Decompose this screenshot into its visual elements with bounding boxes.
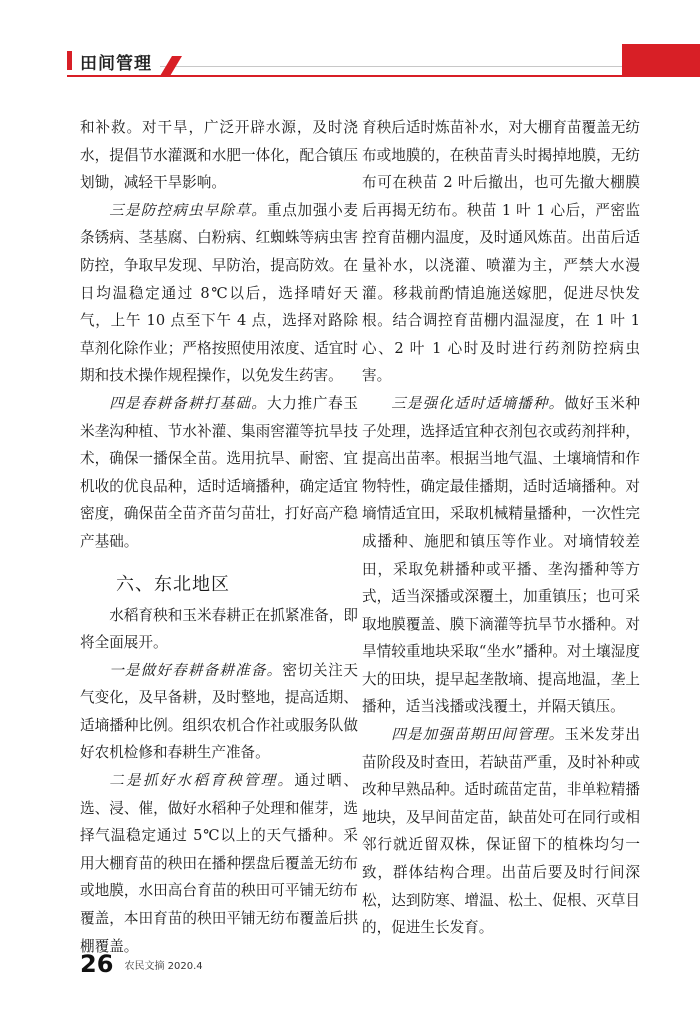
- paragraph: 二是抓好水稻育秧管理。通过晒、选、浸、催，做好水稻种子处理和催芽，选择气温稳定通过 5℃以上的天气播种。采用大棚育苗的秧田在播种摆盘后覆盖无纺布或地膜，水田高台育苗的秧田可平铺无纺布覆盖，本田育苗的秧田平铺无纺布覆盖后拱棚覆盖。: [80, 772, 358, 955]
- paragraph-lead: 四是加强苗期田间管理。: [391, 726, 565, 744]
- paragraph-lead: 二是抓好水稻育秧管理。: [109, 772, 295, 790]
- page-number: 26: [80, 950, 114, 978]
- page-footer: [80, 950, 203, 978]
- section-title: 田间管理: [80, 54, 152, 74]
- paragraph: 三是防控病虫早除草。重点加强小麦条锈病、茎基腐、白粉病、红蜘蛛等病虫害防控，争取早发现、早防治，提高防效。在日均温稳定通过 8℃以后，选择晴好天气，上午 10 点至下午 4 点，选择对路除草剂化除作业；严格按照使用浓度、适宜时期和技术操作规程操作，以免发生药害。: [80, 201, 358, 385]
- header-rule-red: [67, 75, 700, 77]
- paragraph-lead: 三是防控病虫早除草。: [109, 201, 267, 219]
- paragraph: 四是加强苗期田间管理。玉米发芽出苗阶段及时查田，若缺苗严重，及时补种或改种早熟品种。适时疏苗定苗，非单粒精播地块，及早间苗定苗，缺苗处可在同行或相邻行就近留双株，保证留下的植株均匀一致，群体结构合理。出苗后要及时行间深松，达到防寒、增温、松土、促根、灭草目的，促进生长发育。: [362, 726, 640, 937]
- paragraph: 三是强化适时适墒播种。做好玉米种子处理，选择适宜种衣剂包衣或药剂拌种，提高出苗率。根据当地气温、土壤墒情和作物特性，确定最佳播期，适时适墒播种。对墒情适宜田，采取机械精量播种，一次性完成播种、施肥和镇压等作业。对墒情较差田，采取免耕播种或平播、垄沟播种等方式，适当深播或深覆土，加重镇压；也可采取地膜覆盖、膜下滴灌等抗旱节水播种。对旱情较重地块采取“坐水”播种。对土壤湿度大的田块，提早起垄散墒、提高地温，垄上播种，适当浅播或浅覆土，并隔天镇压。: [362, 394, 640, 716]
- paragraph: 和补救。对干旱，广泛开辟水源，及时浇水，提倡节水灌溉和水肥一体化，配合镇压划锄，减轻干旱影响。: [80, 119, 358, 192]
- magazine-name: 农民文摘 2020.4: [124, 960, 203, 972]
- section-heading: 六、东北地区: [116, 573, 230, 595]
- paragraph: 一是做好春耕备耕准备。密切关注天气变化，及早备耕，及时整地，提高适期、适墒播种比例。组织农机合作社或服务队做好农机检修和春耕生产准备。: [80, 661, 358, 762]
- paragraph: 水稻育秧和玉米春耕正在抓紧准备，即将全面展开。: [80, 606, 358, 652]
- paragraph: 四是春耕备耕打基础。大力推广春玉米垄沟种植、节水补灌、集雨窖灌等抗旱技术，确保一播保全苗。选用抗旱、耐密、宜机收的优良品种，适时适墒播种，确定适宜密度，确保苗全苗齐苗匀苗壮，打好高产稳产基础。: [80, 394, 358, 550]
- header-slant-decoration: [0, 0, 700, 80]
- right-column: [362, 114, 640, 942]
- paragraph-lead: 三是强化适时适墒播种。: [391, 394, 565, 412]
- paragraph-lead: 四是春耕备耕打基础。: [109, 394, 267, 412]
- paragraph-lead: 一是做好春耕备耕准备。: [109, 661, 283, 679]
- left-column: [80, 114, 358, 960]
- paragraph: 育秧后适时炼苗补水，对大棚育苗覆盖无纺布或地膜的，在秧苗青头时揭掉地膜，无纺布可在秧苗 2 叶后撤出，也可先撤大棚膜后再揭无纺布。秧苗 1 叶 1 心后，严密监控育苗棚内温度，及时通风炼苗。出苗后适量补水，以浇灌、喷灌为主，严禁大水漫灌。移栽前酌情追施送嫁肥，促进尽快发根。结合调控育苗棚内温湿度，在 1 叶 1 心、2 叶 1 心时及时进行药剂防控病虫害。: [362, 119, 640, 385]
- header-red-block: [622, 44, 700, 75]
- page-header: [0, 0, 700, 80]
